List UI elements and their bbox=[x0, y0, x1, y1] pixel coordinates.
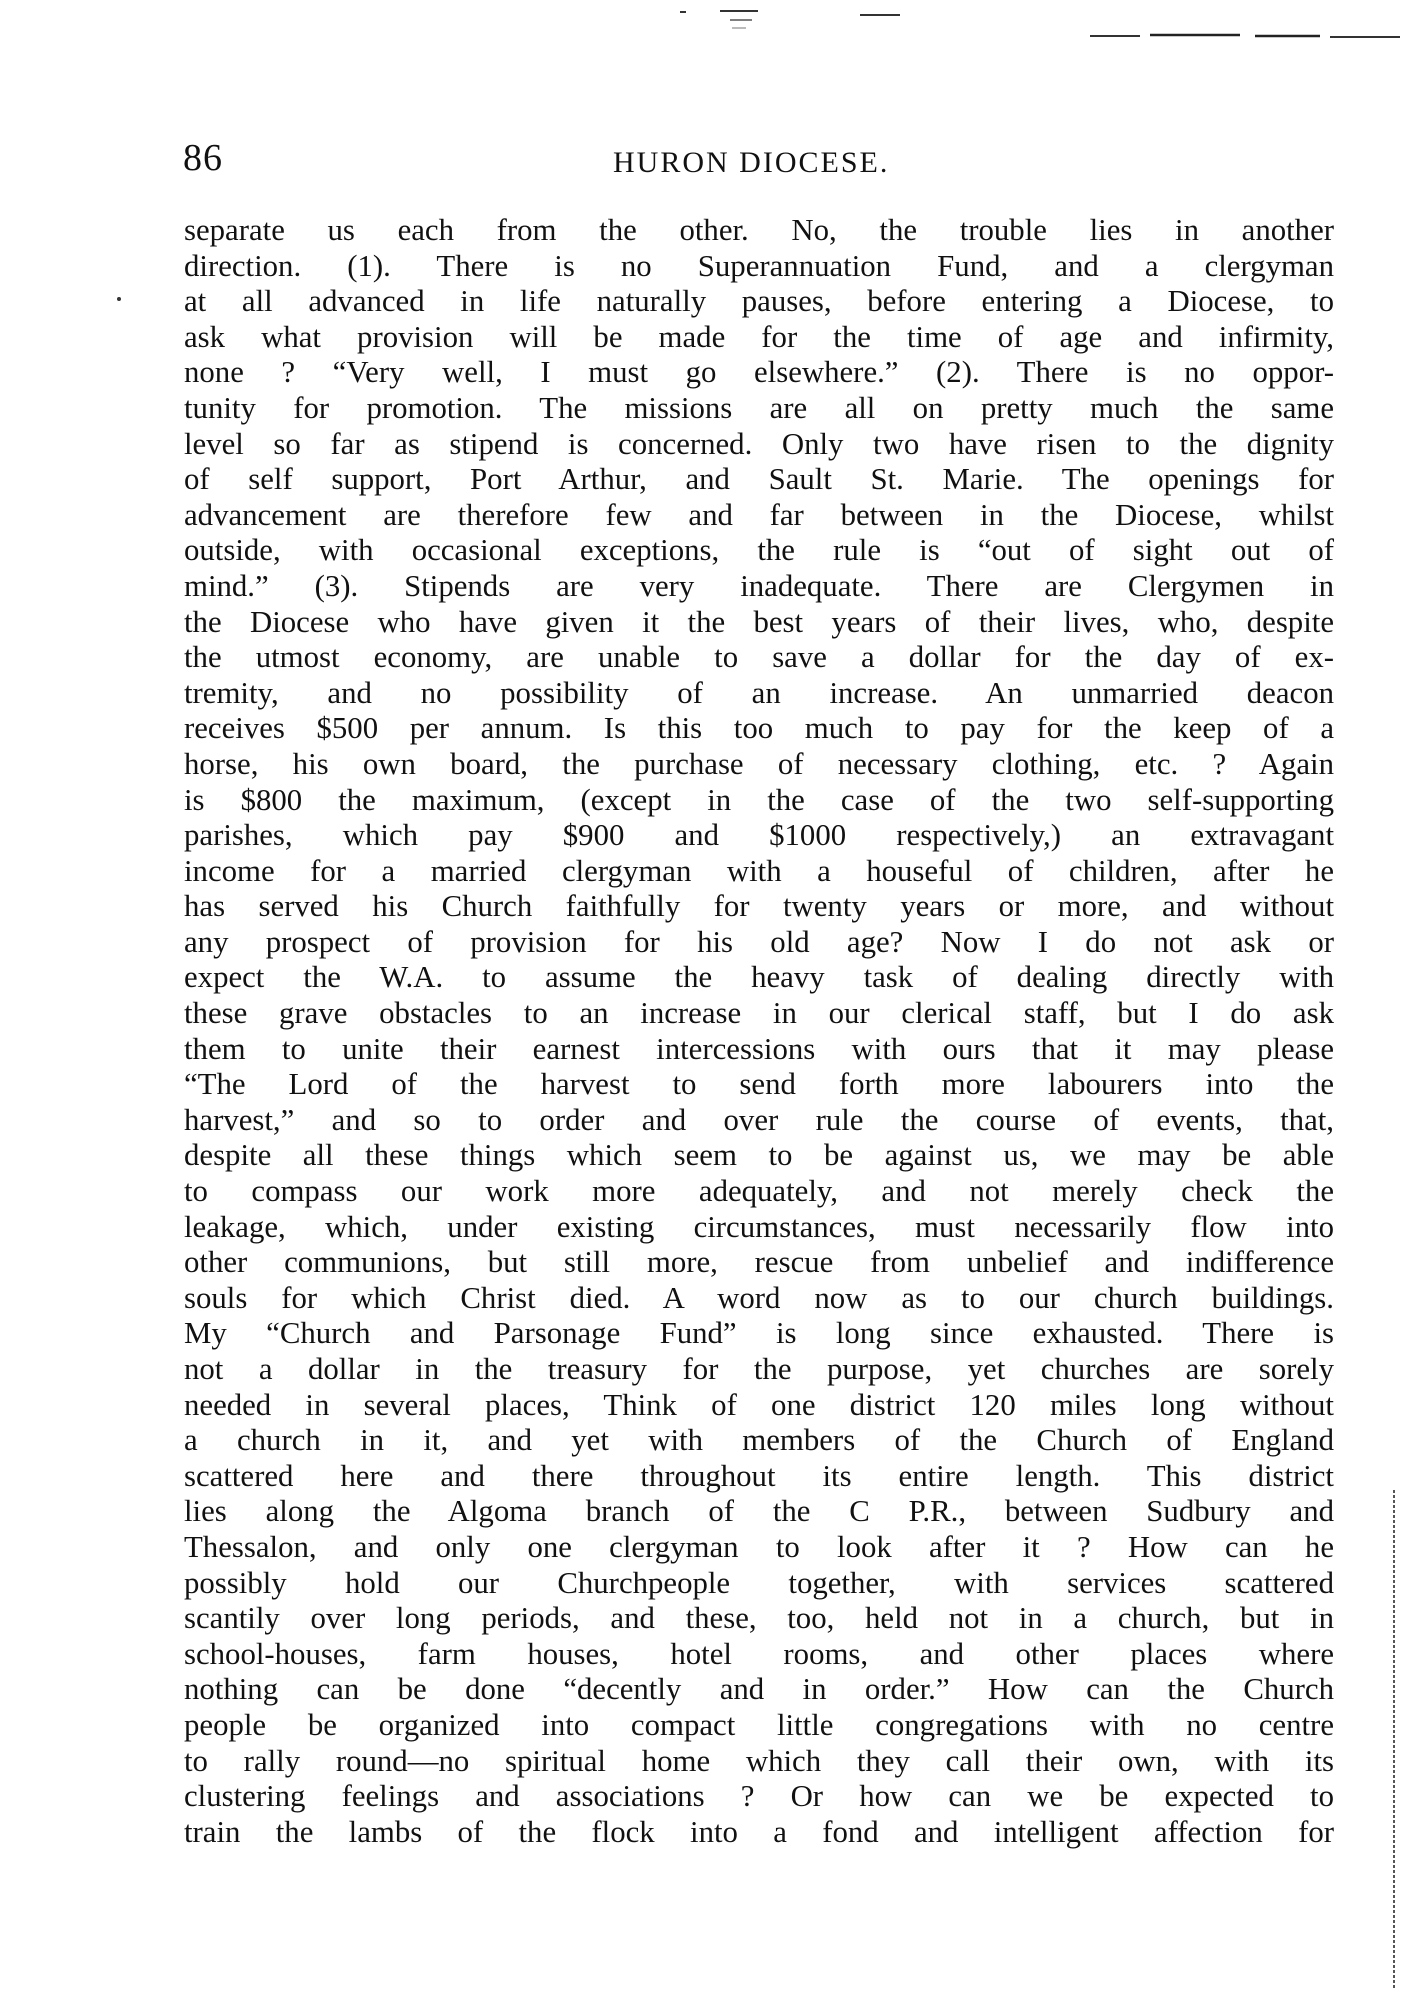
text-line: income for a married clergyman with a houseful of children, after he bbox=[184, 853, 1334, 888]
text-line: lies along the Algoma branch of the C P.R., between Sudbury and bbox=[184, 1494, 1334, 1529]
text-line: clustering feelings and associations ? Or how can we be expected to bbox=[184, 1779, 1334, 1814]
text-line: My “Church and Parsonage Fund” is long since exhausted. There is bbox=[184, 1316, 1334, 1351]
text-line: souls for which Christ died. A word now as to our church buildings. bbox=[184, 1280, 1334, 1315]
text-line: of self support, Port Arthur, and Sault St. Marie. The openings for bbox=[184, 462, 1334, 497]
text-line: “The Lord of the harvest to send forth more labourers into the bbox=[184, 1067, 1334, 1102]
text-line: a church in it, and yet with members of the Church of England bbox=[184, 1423, 1334, 1458]
text-line: train the lambs of the flock into a fond and intelligent affection for bbox=[184, 1814, 1334, 1849]
text-line: the utmost economy, are unable to save a dollar for the day of ex- bbox=[184, 640, 1334, 675]
text-line: them to unite their earnest intercessions with ours that it may please bbox=[184, 1031, 1334, 1066]
text-line: has served his Church faithfully for twenty years or more, and without bbox=[184, 889, 1334, 924]
text-line: at all advanced in life naturally pauses, before entering a Diocese, to bbox=[184, 284, 1334, 319]
text-line: mind.” (3). Stipends are very inadequate. There are Clergymen in bbox=[184, 568, 1334, 603]
text-line: despite all these things which seem to be against us, we may be able bbox=[184, 1138, 1334, 1173]
text-line: expect the W.A. to assume the heavy task of dealing directly with bbox=[184, 960, 1334, 995]
text-line: these grave obstacles to an increase in our clerical staff, but I do ask bbox=[184, 996, 1334, 1031]
page-header bbox=[183, 136, 1333, 196]
text-line: tremity, and no possibility of an increase. An unmarried deacon bbox=[184, 675, 1334, 710]
text-line: to compass our work more adequately, and not merely check the bbox=[184, 1174, 1334, 1209]
text-line: any prospect of provision for his old age? Now I do not ask or bbox=[184, 924, 1334, 959]
margin-speck bbox=[117, 297, 121, 301]
text-line: not a dollar in the treasury for the purpose, yet churches are sorely bbox=[184, 1352, 1334, 1386]
text-line: direction. (1). There is no Superannuation Fund, and a clergyman bbox=[184, 248, 1334, 283]
text-line: people be organized into compact little congregations with no centre bbox=[184, 1707, 1334, 1742]
text-line: needed in several places, Think of one district 120 miles long without bbox=[184, 1387, 1334, 1422]
page-number: 86 bbox=[183, 137, 223, 179]
text-line: horse, his own board, the purchase of necessary clothing, etc. ? Again bbox=[184, 746, 1334, 781]
binding-edge-marks bbox=[1391, 1490, 1397, 1990]
text-line: other communions, but still more, rescue from unbelief and indifference bbox=[184, 1245, 1334, 1280]
text-line: to rally round—no spiritual home which they call their own, with its bbox=[184, 1743, 1334, 1778]
text-line: parishes, which pay $900 and $1000 respectively,) an extravagant bbox=[184, 818, 1334, 853]
text-line: level so far as stipend is concerned. Only two have risen to the dignity bbox=[184, 426, 1334, 461]
text-line: separate us each from the other. No, the trouble lies in another bbox=[184, 213, 1334, 247]
body-text bbox=[184, 213, 1334, 1850]
text-line: receives $500 per annum. Is this too much to pay for the keep of a bbox=[184, 711, 1334, 746]
text-line: scantily over long periods, and these, too, held not in a church, but in bbox=[184, 1601, 1334, 1636]
text-line: Thessalon, and only one clergyman to look after it ? How can he bbox=[184, 1529, 1334, 1564]
text-line: outside, with occasional exceptions, the rule is “out of sight out of bbox=[184, 533, 1334, 568]
text-line: ask what provision will be made for the time of age and infirmity, bbox=[184, 319, 1334, 354]
running-head: HURON DIOCESE. bbox=[613, 146, 890, 179]
top-scan-marks bbox=[680, 8, 1400, 48]
text-line: possibly hold our Churchpeople together, with services scattered bbox=[184, 1565, 1334, 1600]
text-line: the Diocese who have given it the best years of their lives, who, despite bbox=[184, 604, 1334, 639]
text-line: school-houses, farm houses, hotel rooms, and other places where bbox=[184, 1636, 1334, 1671]
text-line: harvest,” and so to order and over rule the course of events, that, bbox=[184, 1102, 1334, 1137]
text-line: tunity for promotion. The missions are all on pretty much the same bbox=[184, 390, 1334, 425]
text-line: scattered here and there throughout its entire length. This district bbox=[184, 1458, 1334, 1493]
text-line: is $800 the maximum, (except in the case of the two self-supporting bbox=[184, 782, 1334, 817]
text-line: nothing can be done “decently and in order.” How can the Church bbox=[184, 1672, 1334, 1707]
text-line: advancement are therefore few and far between in the Diocese, whilst bbox=[184, 497, 1334, 532]
text-line: leakage, which, under existing circumstances, must necessarily flow into bbox=[184, 1209, 1334, 1244]
text-line: none ? “Very well, I must go elsewhere.” (2). There is no oppor- bbox=[184, 355, 1334, 390]
